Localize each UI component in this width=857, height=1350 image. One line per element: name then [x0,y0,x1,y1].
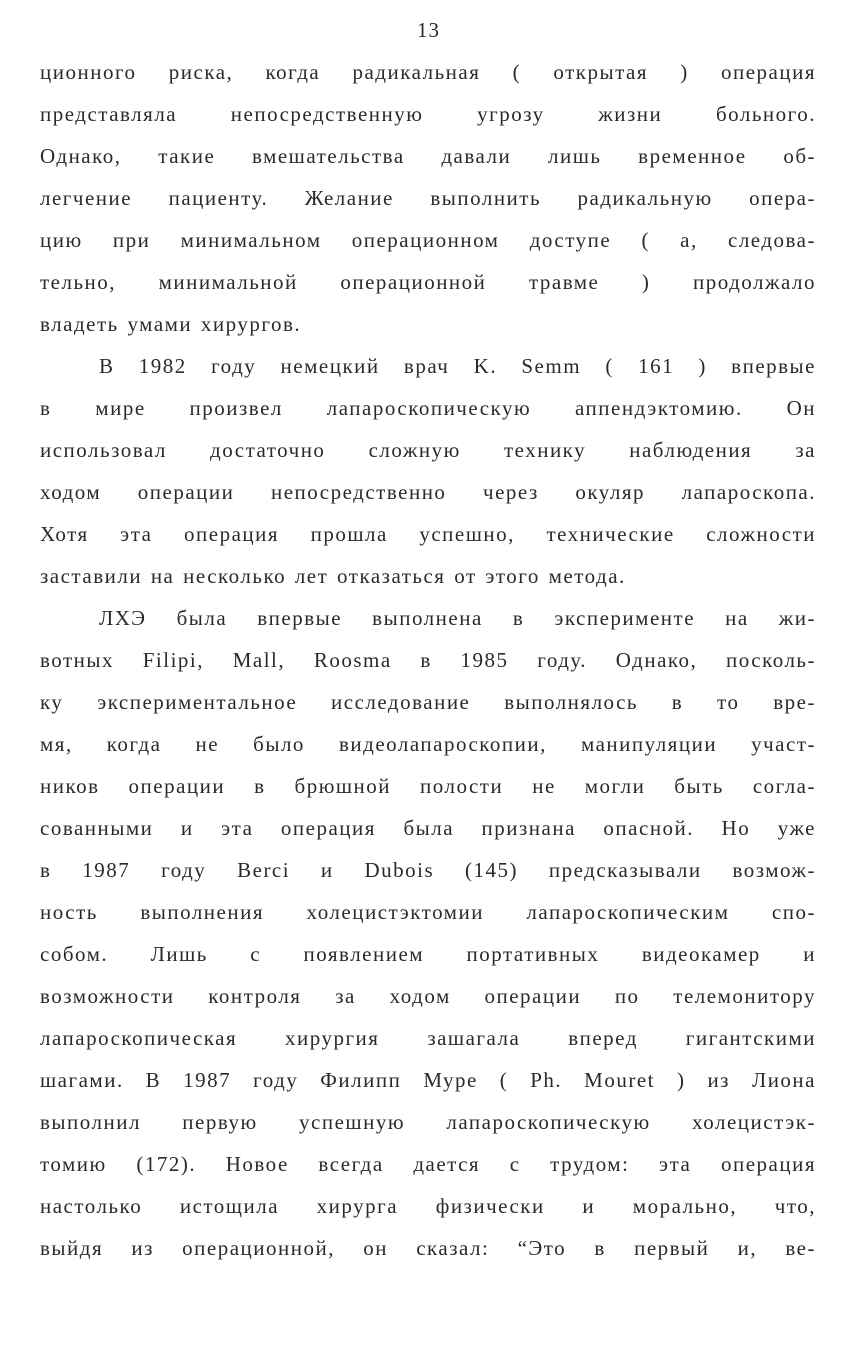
text-line: ходом операции непосредственно через окуляр лапароскопа. [40,480,816,504]
text-line: мя, когда не было видеолапароскопии, манипуляции участ- [40,732,816,756]
text-line: томию (172). Новое всегда дается с трудом: эта операция [40,1152,816,1176]
text-line: выполнил первую успешную лапароскопическую холецистэк- [40,1110,816,1134]
text-line: выйдя из операционной, он сказал: “Это в первый и, ве- [40,1236,816,1260]
text-line: в 1987 году Berci и Dubois (145) предсказывали возмож- [40,858,816,882]
paragraph-first-line: ЛХЭ была впервые выполнена в эксперименте на жи- [99,606,816,630]
text-line: ку экспериментальное исследование выполнялось в то вре- [40,690,816,714]
text-line: вотных Filipi, Mall, Roosma в 1985 году. Однако, посколь- [40,648,816,672]
text-line: настолько истощила хирурга физически и морально, что, [40,1194,816,1218]
text-line: Хотя эта операция прошла успешно, технические сложности [40,522,816,546]
text-line: ников операции в брюшной полости не могли быть согла- [40,774,816,798]
text-line: лапароскопическая хирургия зашагала вперед гигантскими [40,1026,816,1050]
text-line: Однако, такие вмешательства давали лишь временное об- [40,144,816,168]
text-line: собом. Лишь с появлением портативных видеокамер и [40,942,816,966]
text-line: владеть умами хирургов. [40,312,302,336]
text-line: заставили на несколько лет отказаться от этого метода. [40,564,626,588]
text-line: представляла непосредственную угрозу жизни больного. [40,102,816,126]
text-line: цию при минимальном операционном доступе ( а, следова- [40,228,816,252]
text-line: легчение пациенту. Желание выполнить радикальную опера- [40,186,816,210]
text-line: ционного риска, когда радикальная ( открытая ) операция [40,60,816,84]
text-line: ность выполнения холецистэктомии лапароскопическим спо- [40,900,816,924]
paragraph-first-line: В 1982 году немецкий врач K. Semm ( 161 ) впервые [99,354,816,378]
text-line: сованными и эта операция была признана опасной. Но уже [40,816,816,840]
text-line: возможности контроля за ходом операции по телемонитору [40,984,816,1008]
text-line: в мире произвел лапароскопическую аппендэктомию. Он [40,396,816,420]
text-line: использовал достаточно сложную технику наблюдения за [40,438,816,462]
text-line: шагами. В 1987 году Филипп Мурe ( Ph. Mouret ) из Лиона [40,1068,816,1092]
text-line: тельно, минимальной операционной травме ) продолжало [40,270,816,294]
page-number: 13 [417,18,440,42]
